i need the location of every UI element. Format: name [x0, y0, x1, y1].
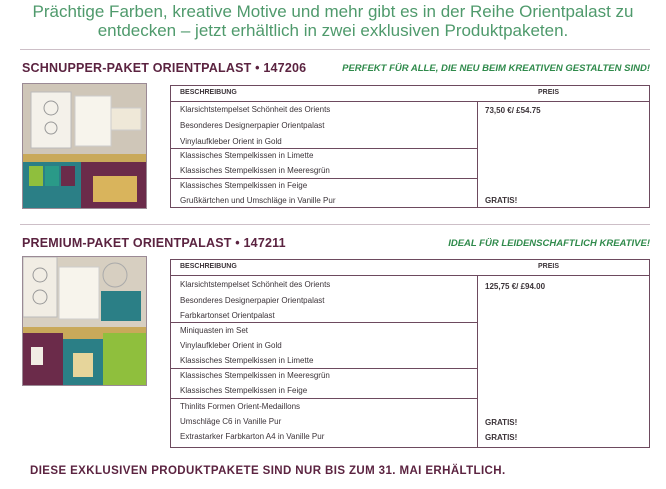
- table-row: Klassisches Stempelkissen in Limette: [180, 151, 314, 160]
- package-2-column-line: [477, 275, 478, 447]
- table-row: Klarsichtstempelset Schönheit des Orients: [180, 280, 331, 289]
- package-2-product-image: [23, 257, 146, 385]
- table-row: Vinylaufkleber Orient in Gold: [180, 341, 282, 350]
- package-2-gratis-1: GRATIS!: [485, 418, 518, 427]
- package-2-table: [170, 259, 650, 448]
- package-1-tagline: PERFEKT FÜR ALLE, DIE NEU BEIM KREATIVEN GESTALTEN SIND!: [342, 63, 650, 74]
- package-1-price: 73,50 €/ £54.75: [485, 106, 541, 115]
- row-group-divider: [171, 148, 477, 149]
- table-row: Thinlits Formen Orient-Medaillons: [180, 402, 301, 411]
- footer-notice: DIESE EXKLUSIVEN PRODUKTPAKETE SIND NUR BIS ZUM 31. MAI ERHÄLTLICH.: [30, 465, 506, 477]
- row-group-divider: [171, 322, 477, 323]
- package-2-gratis-2: GRATIS!: [485, 433, 518, 442]
- package-1-col-description: BESCHREIBUNG: [180, 89, 237, 96]
- table-row: Vinylaufkleber Orient in Gold: [180, 137, 282, 146]
- table-row: Klarsichtstempelset Schönheit des Orients: [180, 105, 331, 114]
- package-2-header-line: [171, 275, 649, 276]
- intro-line-1: Prächtige Farben, kreative Motive und mehr gibt es in der Reihe Orientpalast zu: [32, 2, 634, 21]
- package-1-title: SCHNUPPER-PAKET ORIENTPALAST • 147206: [22, 61, 307, 75]
- row-group-divider: [171, 398, 477, 399]
- table-row: Klassisches Stempelkissen in Meeresgrün: [180, 371, 330, 380]
- divider-top: [20, 49, 650, 50]
- table-row: Klassisches Stempelkissen in Limette: [180, 356, 314, 365]
- row-group-divider: [171, 178, 477, 179]
- package-1-column-line: [477, 101, 478, 207]
- intro-line-2: entdecken – jetzt erhältlich in zwei exklusiven Produktpaketen.: [97, 21, 569, 40]
- table-row: Extrastarker Farbkarton A4 in Vanille Pur: [180, 432, 325, 441]
- divider-middle: [20, 224, 650, 225]
- table-row: Umschläge C6 in Vanille Pur: [180, 417, 282, 426]
- package-1-table: [170, 85, 650, 208]
- table-row: Besonderes Designerpapier Orientpalast: [180, 121, 325, 130]
- intro-text: [0, 2, 666, 40]
- package-1-product-image: [23, 84, 146, 208]
- package-1-gratis: GRATIS!: [485, 196, 518, 205]
- package-2-photo: [22, 256, 147, 386]
- table-row: Grußkärtchen und Umschläge in Vanille Pur: [180, 196, 336, 205]
- package-1-photo: [22, 83, 147, 209]
- table-row: Klassisches Stempelkissen in Feige: [180, 386, 308, 395]
- table-row: Klassisches Stempelkissen in Feige: [180, 181, 308, 190]
- table-row: Besonderes Designerpapier Orientpalast: [180, 296, 325, 305]
- package-2-col-price: PREIS: [537, 263, 559, 270]
- table-row: Miniquasten im Set: [180, 326, 249, 335]
- package-2-price: 125,75 €/ £94.00: [485, 282, 546, 291]
- package-2-tagline: IDEAL FÜR LEIDENSCHAFTLICH KREATIVE!: [448, 238, 650, 249]
- package-1-header-line: [171, 101, 649, 102]
- table-row: Klassisches Stempelkissen in Meeresgrün: [180, 166, 330, 175]
- table-row: Farbkartonset Orientpalast: [180, 311, 275, 320]
- package-2-col-description: BESCHREIBUNG: [180, 263, 237, 270]
- package-2-title: PREMIUM-PAKET ORIENTPALAST • 147211: [22, 236, 286, 250]
- package-1-col-price: PREIS: [537, 89, 559, 96]
- row-group-divider: [171, 368, 477, 369]
